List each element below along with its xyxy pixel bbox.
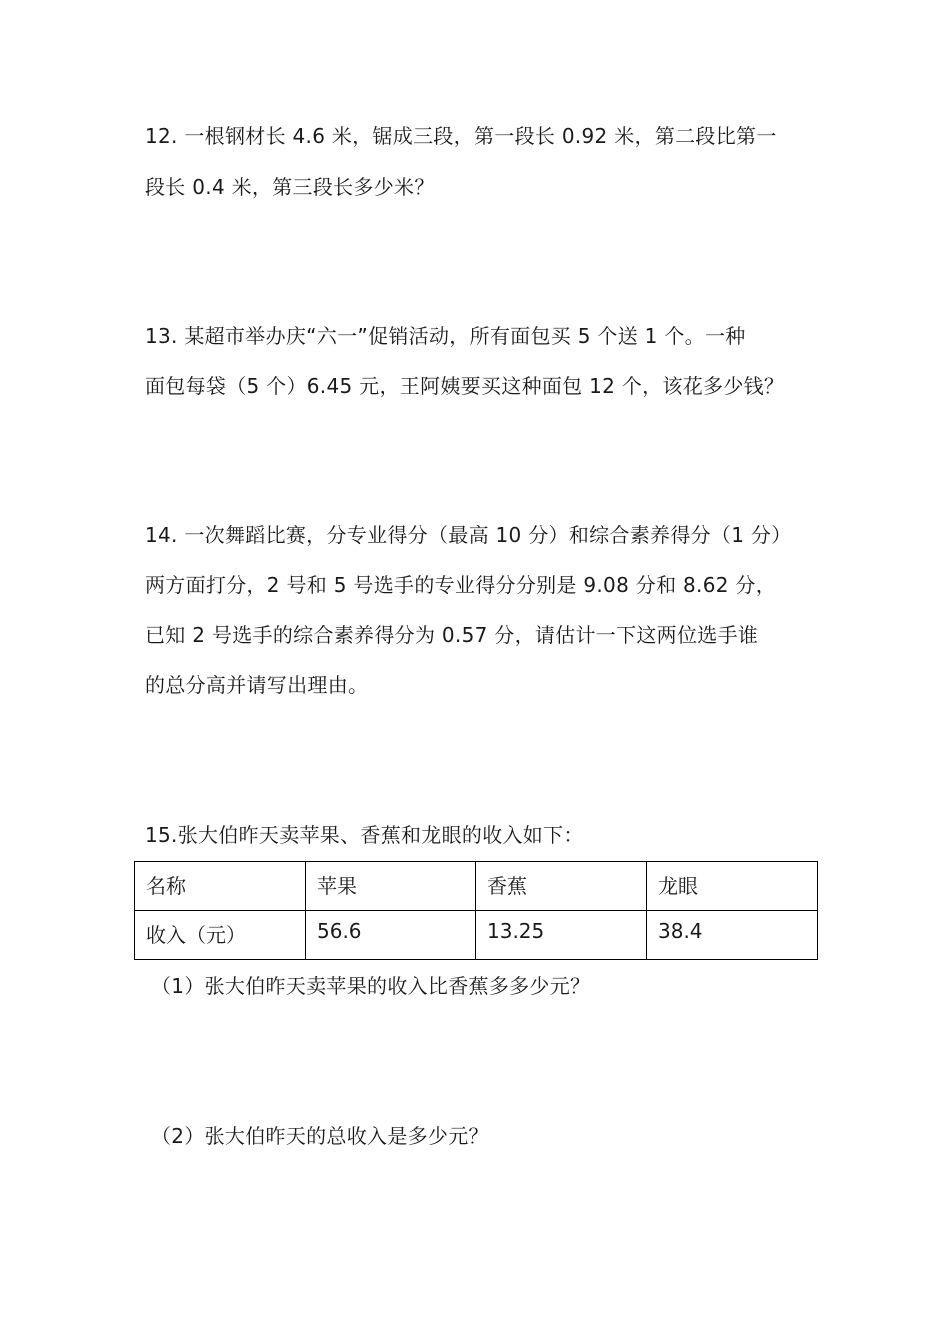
table-cell: 苹果 xyxy=(306,862,476,911)
table-header-row xyxy=(135,862,818,911)
question-13-line-1: 13. 某超市举办庆“六一”促销活动，所有面包买 5 个送 1 个。一种 xyxy=(145,324,746,348)
question-13-line-2: 面包每袋（5 个）6.45 元，王阿姨要买这种面包 12 个，该花多少钱？ xyxy=(145,374,785,398)
question-15-intro: 15.张大伯昨天卖苹果、香蕉和龙眼的收入如下： xyxy=(145,823,584,847)
table-cell: 13.25 xyxy=(476,911,647,960)
table-cell: 38.4 xyxy=(647,911,818,960)
question-12-line-1: 12. 一根钢材长 4.6 米，锯成三段，第一段长 0.92 米，第二段比第一 xyxy=(145,124,777,148)
table-cell: 56.6 xyxy=(306,911,476,960)
question-14-line-3: 已知 2 号选手的综合素养得分为 0.57 分，请估计一下这两位选手谁 xyxy=(145,623,759,647)
table-cell: 香蕉 xyxy=(476,862,647,911)
question-15-sub-2: （2）张大伯昨天的总收入是多少元？ xyxy=(151,1124,489,1148)
table-cell: 龙眼 xyxy=(647,862,818,911)
question-14-line-2: 两方面打分，2 号和 5 号选手的专业得分分别是 9.08 分和 8.62 分， xyxy=(145,573,777,597)
question-15-sub-1: （1）张大伯昨天卖苹果的收入比香蕉多多少元？ xyxy=(151,974,591,998)
income-table xyxy=(134,861,818,960)
table-cell: 收入（元） xyxy=(135,911,306,960)
table-cell: 名称 xyxy=(135,862,306,911)
question-12-line-2: 段长 0.4 米，第三段长多少米？ xyxy=(145,175,435,199)
question-14-line-4: 的总分高并请写出理由。 xyxy=(145,673,369,697)
question-14-line-1: 14. 一次舞蹈比赛，分专业得分（最高 10 分）和综合素养得分（1 分） xyxy=(145,523,792,547)
table-row xyxy=(135,911,818,960)
